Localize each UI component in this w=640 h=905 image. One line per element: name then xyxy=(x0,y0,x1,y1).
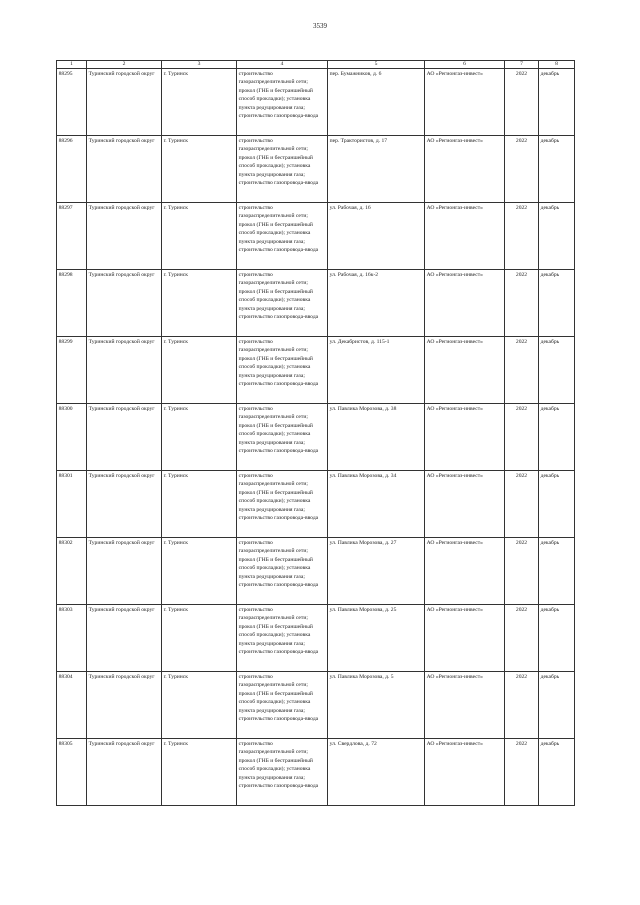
organization-cell: АО «Регионгаз-инвест» xyxy=(425,203,505,270)
work-description-cell: строительство газораспределительной сети; прокол (ГНБ и бестраншейный способ прокладки); установка пункта редуцирования газа; строительство газопровода-ввода xyxy=(237,337,328,404)
address-cell: ул. Павлика Морозова, д. 25 xyxy=(328,605,425,672)
locality-cell: г. Туринск xyxy=(162,605,237,672)
year-cell: 2022 xyxy=(505,404,539,471)
locality-cell: г. Туринск xyxy=(162,739,237,806)
address-cell: ул. Павлика Морозова, д. 34 xyxy=(328,471,425,538)
work-description-cell: строительство газораспределительной сети; прокол (ГНБ и бестраншейный способ прокладки); установка пункта редуцирования газа; строительство газопровода-ввода xyxy=(237,136,328,203)
record-id-cell: 88300 xyxy=(57,404,87,471)
year-cell: 2022 xyxy=(505,136,539,203)
organization-cell: АО «Регионгаз-инвест» xyxy=(425,672,505,739)
organization-cell: АО «Регионгаз-инвест» xyxy=(425,270,505,337)
year-cell: 2022 xyxy=(505,739,539,806)
work-description-cell: строительство газораспределительной сети; прокол (ГНБ и бестраншейный способ прокладки); установка пункта редуцирования газа; строительство газопровода-ввода xyxy=(237,69,328,136)
table-row xyxy=(57,136,575,203)
year-cell: 2022 xyxy=(505,605,539,672)
record-id-cell: 88296 xyxy=(57,136,87,203)
locality-cell: г. Туринск xyxy=(162,672,237,739)
work-description-cell: строительство газораспределительной сети; прокол (ГНБ и бестраншейный способ прокладки); установка пункта редуцирования газа; строительство газопровода-ввода xyxy=(237,538,328,605)
month-cell: декабрь xyxy=(539,471,575,538)
month-cell: декабрь xyxy=(539,69,575,136)
work-description-cell: строительство газораспределительной сети; прокол (ГНБ и бестраншейный способ прокладки); установка пункта редуцирования газа; строительство газопровода-ввода xyxy=(237,404,328,471)
district-cell: Туринский городской округ xyxy=(87,69,162,136)
work-description-cell: строительство газораспределительной сети; прокол (ГНБ и бестраншейный способ прокладки); установка пункта редуцирования газа; строительство газопровода-ввода xyxy=(237,471,328,538)
address-cell: ул. Свердлова, д. 72 xyxy=(328,739,425,806)
month-cell: декабрь xyxy=(539,605,575,672)
work-description-cell: строительство газораспределительной сети; прокол (ГНБ и бестраншейный способ прокладки); установка пункта редуцирования газа; строительство газопровода-ввода xyxy=(237,672,328,739)
year-cell: 2022 xyxy=(505,538,539,605)
record-id-cell: 88301 xyxy=(57,471,87,538)
month-cell: декабрь xyxy=(539,136,575,203)
register-table xyxy=(56,60,575,806)
header-cell: 3 xyxy=(162,61,237,69)
locality-cell: г. Туринск xyxy=(162,337,237,404)
organization-cell: АО «Регионгаз-инвест» xyxy=(425,471,505,538)
locality-cell: г. Туринск xyxy=(162,404,237,471)
header-cell: 2 xyxy=(87,61,162,69)
address-cell: ул. Рабочая, д. 16 xyxy=(328,203,425,270)
page-number: 3539 xyxy=(313,22,327,30)
organization-cell: АО «Регионгаз-инвест» xyxy=(425,404,505,471)
month-cell: декабрь xyxy=(539,203,575,270)
locality-cell: г. Туринск xyxy=(162,270,237,337)
record-id-cell: 88305 xyxy=(57,739,87,806)
district-cell: Туринский городской округ xyxy=(87,605,162,672)
district-cell: Туринский городской округ xyxy=(87,203,162,270)
address-cell: пер. Бумажников, д. 6 xyxy=(328,69,425,136)
organization-cell: АО «Регионгаз-инвест» xyxy=(425,739,505,806)
header-cell: 8 xyxy=(539,61,575,69)
table-row xyxy=(57,471,575,538)
year-cell: 2022 xyxy=(505,203,539,270)
district-cell: Туринский городской округ xyxy=(87,538,162,605)
organization-cell: АО «Регионгаз-инвест» xyxy=(425,136,505,203)
organization-cell: АО «Регионгаз-инвест» xyxy=(425,337,505,404)
work-description-cell: строительство газораспределительной сети; прокол (ГНБ и бестраншейный способ прокладки); установка пункта редуцирования газа; строительство газопровода-ввода xyxy=(237,270,328,337)
address-cell: ул. Рабочая, д. 16к-2 xyxy=(328,270,425,337)
record-id-cell: 88297 xyxy=(57,203,87,270)
address-cell: пер. Трактористов, д. 17 xyxy=(328,136,425,203)
table-row xyxy=(57,404,575,471)
month-cell: декабрь xyxy=(539,404,575,471)
record-id-cell: 88303 xyxy=(57,605,87,672)
year-cell: 2022 xyxy=(505,69,539,136)
organization-cell: АО «Регионгаз-инвест» xyxy=(425,538,505,605)
table-row xyxy=(57,69,575,136)
record-id-cell: 88295 xyxy=(57,69,87,136)
header-cell: 6 xyxy=(425,61,505,69)
locality-cell: г. Туринск xyxy=(162,69,237,136)
year-cell: 2022 xyxy=(505,471,539,538)
district-cell: Туринский городской округ xyxy=(87,404,162,471)
locality-cell: г. Туринск xyxy=(162,203,237,270)
district-cell: Туринский городской округ xyxy=(87,136,162,203)
month-cell: декабрь xyxy=(539,672,575,739)
table-row xyxy=(57,203,575,270)
header-row xyxy=(57,61,575,69)
table-row xyxy=(57,672,575,739)
district-cell: Туринский городской округ xyxy=(87,672,162,739)
district-cell: Туринский городской округ xyxy=(87,739,162,806)
table-row xyxy=(57,538,575,605)
table-row xyxy=(57,270,575,337)
year-cell: 2022 xyxy=(505,672,539,739)
table-row xyxy=(57,605,575,672)
address-cell: ул. Павлика Морозова, д. 27 xyxy=(328,538,425,605)
locality-cell: г. Туринск xyxy=(162,471,237,538)
year-cell: 2022 xyxy=(505,270,539,337)
header-cell: 1 xyxy=(57,61,87,69)
table-row xyxy=(57,739,575,806)
district-cell: Туринский городской округ xyxy=(87,471,162,538)
header-cell: 4 xyxy=(237,61,328,69)
address-cell: ул. Павлика Морозова, д. 5 xyxy=(328,672,425,739)
record-id-cell: 88298 xyxy=(57,270,87,337)
locality-cell: г. Туринск xyxy=(162,136,237,203)
locality-cell: г. Туринск xyxy=(162,538,237,605)
work-description-cell: строительство газораспределительной сети; прокол (ГНБ и бестраншейный способ прокладки); установка пункта редуцирования газа; строительство газопровода-ввода xyxy=(237,739,328,806)
work-description-cell: строительство газораспределительной сети; прокол (ГНБ и бестраншейный способ прокладки); установка пункта редуцирования газа; строительство газопровода-ввода xyxy=(237,605,328,672)
month-cell: декабрь xyxy=(539,270,575,337)
record-id-cell: 88299 xyxy=(57,337,87,404)
header-cell: 5 xyxy=(328,61,425,69)
table-row xyxy=(57,337,575,404)
record-id-cell: 88304 xyxy=(57,672,87,739)
organization-cell: АО «Регионгаз-инвест» xyxy=(425,605,505,672)
month-cell: декабрь xyxy=(539,538,575,605)
address-cell: ул. Декабристов, д. 115-1 xyxy=(328,337,425,404)
address-cell: ул. Павлика Морозова, д. 38 xyxy=(328,404,425,471)
year-cell: 2022 xyxy=(505,337,539,404)
organization-cell: АО «Регионгаз-инвест» xyxy=(425,69,505,136)
record-id-cell: 88302 xyxy=(57,538,87,605)
district-cell: Туринский городской округ xyxy=(87,337,162,404)
month-cell: декабрь xyxy=(539,739,575,806)
month-cell: декабрь xyxy=(539,337,575,404)
header-cell: 7 xyxy=(505,61,539,69)
work-description-cell: строительство газораспределительной сети; прокол (ГНБ и бестраншейный способ прокладки); установка пункта редуцирования газа; строительство газопровода-ввода xyxy=(237,203,328,270)
district-cell: Туринский городской округ xyxy=(87,270,162,337)
